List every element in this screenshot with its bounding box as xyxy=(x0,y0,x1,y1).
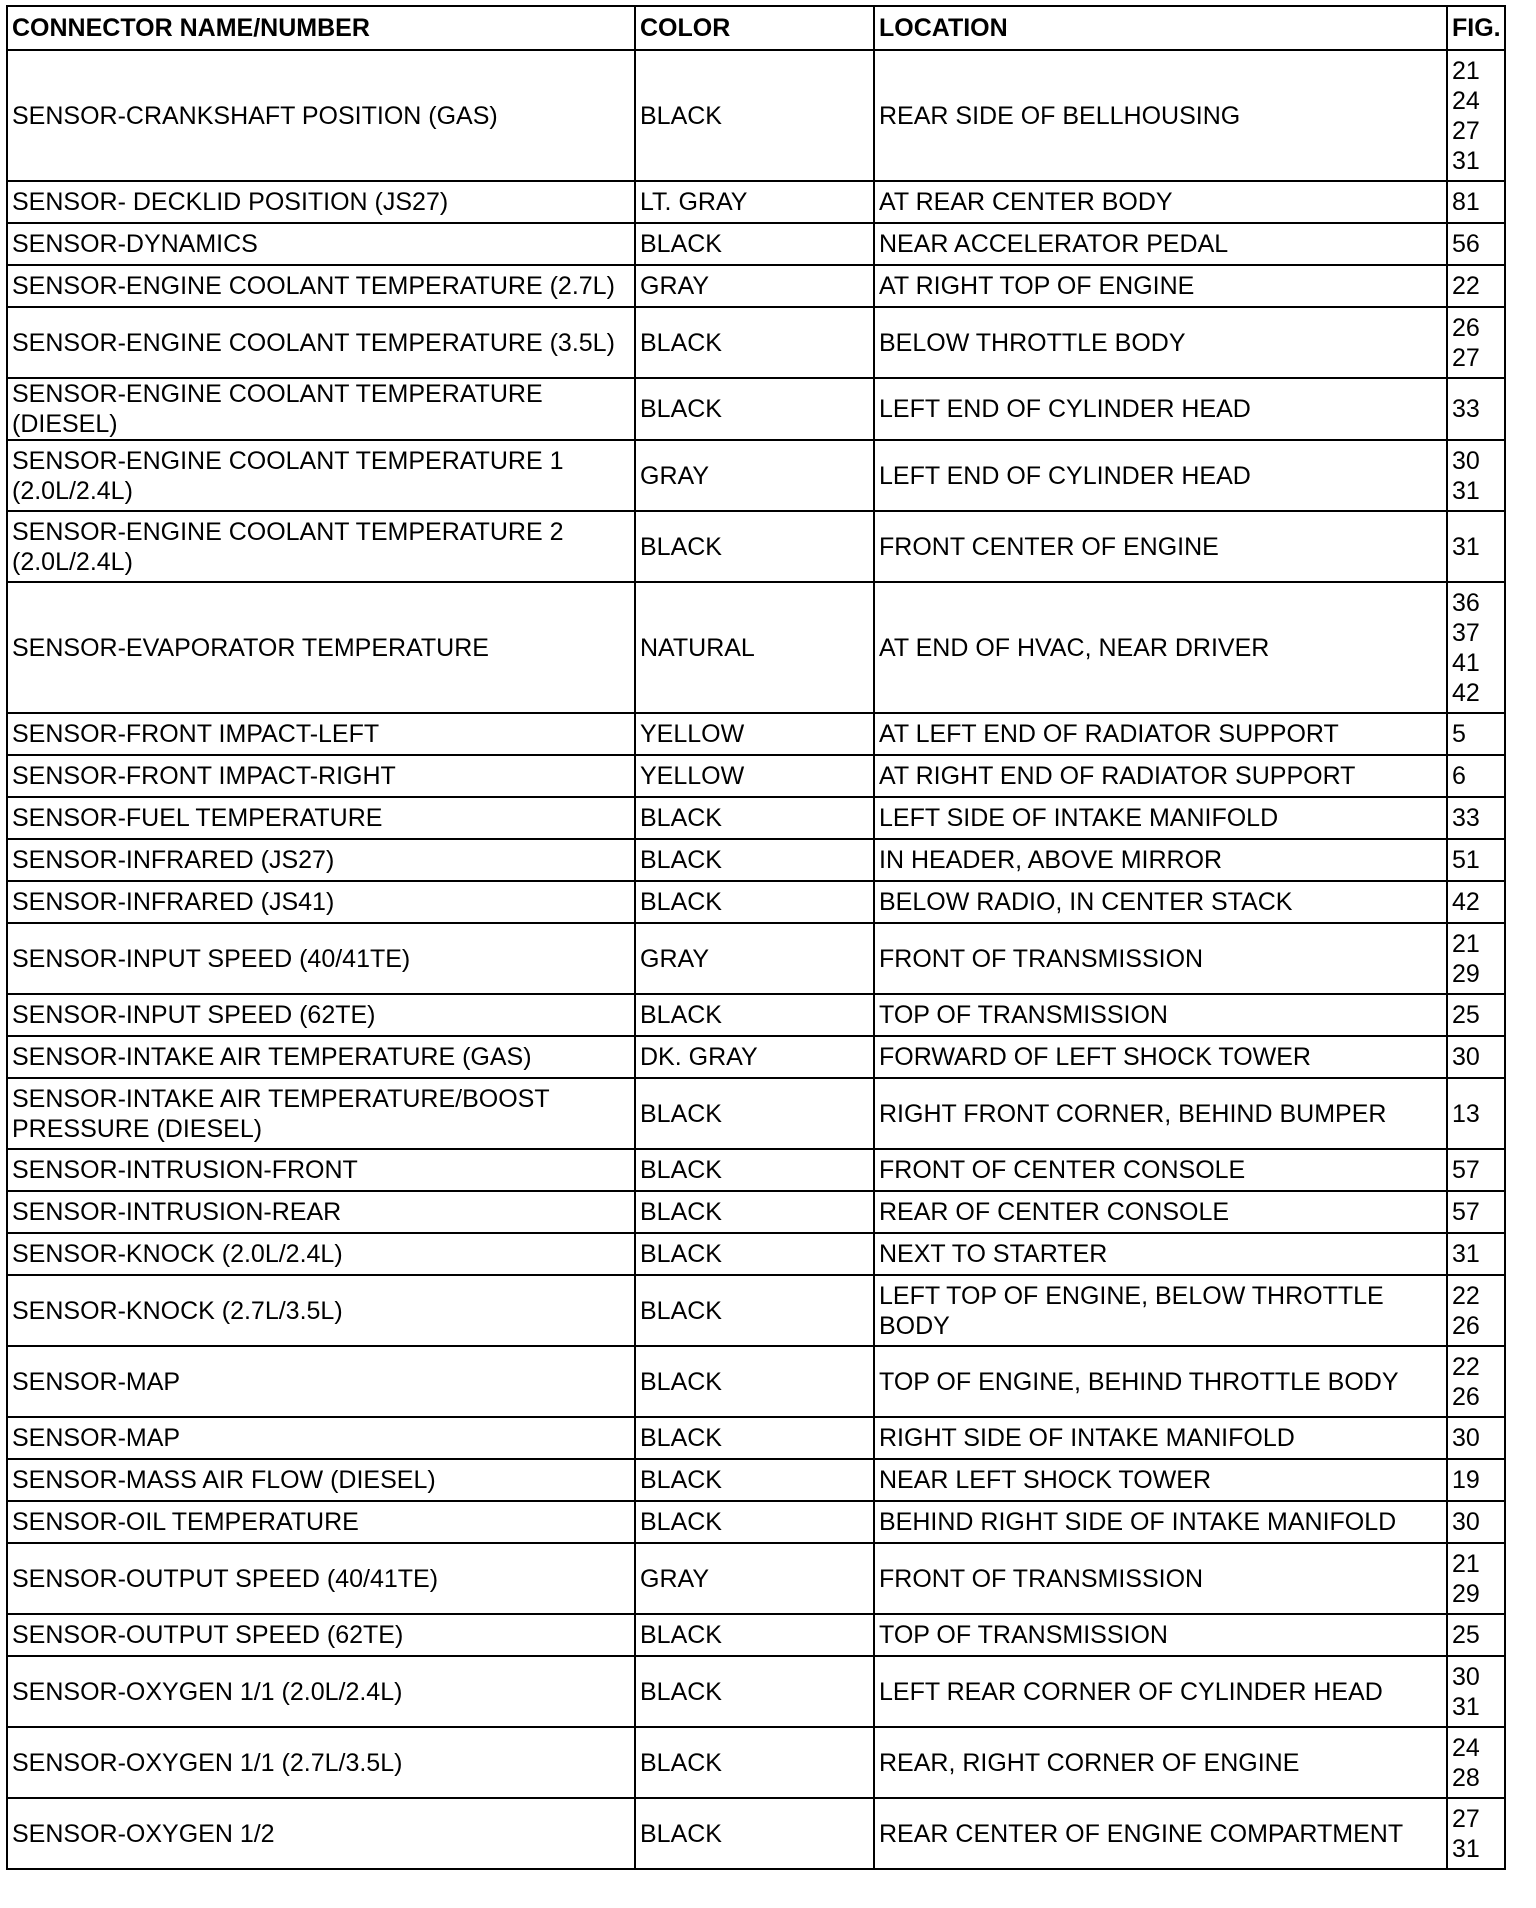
fig-number: 25 xyxy=(1452,1621,1480,1649)
color-cell: BLACK xyxy=(635,839,874,881)
fig-number: 31 xyxy=(1452,1692,1480,1721)
fig-cell xyxy=(1447,881,1505,923)
color-cell: BLACK xyxy=(635,1798,874,1869)
fig-number: 19 xyxy=(1452,1466,1480,1494)
table-row xyxy=(7,1459,1505,1501)
fig-number: 21 xyxy=(1452,1549,1480,1578)
color-cell: LT. GRAY xyxy=(635,181,874,223)
fig-number: 22 xyxy=(1452,272,1480,300)
fig-number: 13 xyxy=(1452,1099,1480,1128)
fig-cell xyxy=(1447,1191,1505,1233)
location-cell: REAR, RIGHT CORNER OF ENGINE xyxy=(874,1727,1447,1798)
table-row xyxy=(7,839,1505,881)
location-cell: LEFT END OF CYLINDER HEAD xyxy=(874,440,1447,511)
fig-cell xyxy=(1447,839,1505,881)
table-row xyxy=(7,1149,1505,1191)
color-cell: BLACK xyxy=(635,1459,874,1501)
connector-name-cell: SENSOR-KNOCK (2.7L/3.5L) xyxy=(7,1275,635,1346)
table-row xyxy=(7,1501,1505,1543)
fig-number: 31 xyxy=(1452,1834,1480,1863)
table-row xyxy=(7,1275,1505,1346)
table-row xyxy=(7,307,1505,378)
table-row xyxy=(7,582,1505,713)
fig-cell xyxy=(1447,378,1505,440)
fig-cell xyxy=(1447,1346,1505,1417)
connector-name-cell: SENSOR-INTRUSION-REAR xyxy=(7,1191,635,1233)
connector-name-cell: SENSOR-CRANKSHAFT POSITION (GAS) xyxy=(7,50,635,181)
fig-number: 29 xyxy=(1452,959,1480,988)
fig-number: 31 xyxy=(1452,476,1480,505)
location-cell: AT REAR CENTER BODY xyxy=(874,181,1447,223)
connector-name-cell: SENSOR-INFRARED (JS27) xyxy=(7,839,635,881)
fig-number: 33 xyxy=(1452,395,1480,423)
connector-name-cell: SENSOR-FRONT IMPACT-LEFT xyxy=(7,713,635,755)
location-cell: LEFT END OF CYLINDER HEAD xyxy=(874,378,1447,440)
fig-number: 30 xyxy=(1452,1043,1480,1071)
location-cell: REAR OF CENTER CONSOLE xyxy=(874,1191,1447,1233)
connector-name-cell: SENSOR-INPUT SPEED (40/41TE) xyxy=(7,923,635,994)
fig-cell xyxy=(1447,265,1505,307)
fig-cell xyxy=(1447,223,1505,265)
location-cell: FORWARD OF LEFT SHOCK TOWER xyxy=(874,1036,1447,1078)
fig-number: 30 xyxy=(1452,1508,1480,1536)
location-cell: AT RIGHT TOP OF ENGINE xyxy=(874,265,1447,307)
location-cell: TOP OF TRANSMISSION xyxy=(874,1614,1447,1656)
connector-name-cell: SENSOR-DYNAMICS xyxy=(7,223,635,265)
table-row xyxy=(7,223,1505,265)
table-row xyxy=(7,994,1505,1036)
fig-number: 24 xyxy=(1452,1733,1480,1762)
table-row xyxy=(7,881,1505,923)
fig-number: 30 xyxy=(1452,1662,1480,1691)
color-cell: BLACK xyxy=(635,1656,874,1727)
connector-name-cell: SENSOR-MAP xyxy=(7,1346,635,1417)
location-cell: BELOW THROTTLE BODY xyxy=(874,307,1447,378)
fig-number: 30 xyxy=(1452,1424,1480,1452)
fig-cell xyxy=(1447,1727,1505,1798)
connector-name-cell: SENSOR-INTRUSION-FRONT xyxy=(7,1149,635,1191)
connector-name-cell: SENSOR-OXYGEN 1/2 xyxy=(7,1798,635,1869)
fig-cell xyxy=(1447,440,1505,511)
location-cell: RIGHT FRONT CORNER, BEHIND BUMPER xyxy=(874,1078,1447,1149)
table-row xyxy=(7,1417,1505,1459)
fig-number: 81 xyxy=(1452,188,1480,216)
fig-cell xyxy=(1447,755,1505,797)
fig-number: 5 xyxy=(1452,720,1466,748)
fig-number: 57 xyxy=(1452,1156,1480,1184)
connector-name-cell: SENSOR-OXYGEN 1/1 (2.0L/2.4L) xyxy=(7,1656,635,1727)
connector-name-cell: SENSOR-ENGINE COOLANT TEMPERATURE (DIESEL) xyxy=(7,378,635,440)
color-cell: GRAY xyxy=(635,1543,874,1614)
connector-name-cell: SENSOR-OIL TEMPERATURE xyxy=(7,1501,635,1543)
location-cell: LEFT REAR CORNER OF CYLINDER HEAD xyxy=(874,1656,1447,1727)
connector-name-cell: SENSOR-OUTPUT SPEED (62TE) xyxy=(7,1614,635,1656)
table-row xyxy=(7,1614,1505,1656)
connector-name-cell: SENSOR-MASS AIR FLOW (DIESEL) xyxy=(7,1459,635,1501)
fig-number: 27 xyxy=(1452,116,1480,145)
color-cell: BLACK xyxy=(635,1233,874,1275)
connector-name-cell: SENSOR-ENGINE COOLANT TEMPERATURE 1 (2.0L/2.4L) xyxy=(7,440,635,511)
fig-cell xyxy=(1447,1149,1505,1191)
header-connector-name: CONNECTOR NAME/NUMBER xyxy=(7,6,635,50)
color-cell: GRAY xyxy=(635,265,874,307)
location-cell: FRONT OF TRANSMISSION xyxy=(874,1543,1447,1614)
fig-cell xyxy=(1447,511,1505,582)
color-cell: BLACK xyxy=(635,1149,874,1191)
connector-location-table xyxy=(6,5,1506,1870)
connector-name-cell: SENSOR-INTAKE AIR TEMPERATURE/BOOST PRESSURE (DIESEL) xyxy=(7,1078,635,1149)
fig-cell xyxy=(1447,1417,1505,1459)
location-cell: NEAR ACCELERATOR PEDAL xyxy=(874,223,1447,265)
location-cell: REAR SIDE OF BELLHOUSING xyxy=(874,50,1447,181)
color-cell: BLACK xyxy=(635,1727,874,1798)
fig-cell xyxy=(1447,1036,1505,1078)
fig-number: 6 xyxy=(1452,762,1466,790)
fig-number: 33 xyxy=(1452,804,1480,832)
color-cell: BLACK xyxy=(635,307,874,378)
fig-number: 29 xyxy=(1452,1579,1480,1608)
table-row xyxy=(7,797,1505,839)
location-cell: TOP OF TRANSMISSION xyxy=(874,994,1447,1036)
location-cell: FRONT OF CENTER CONSOLE xyxy=(874,1149,1447,1191)
header-location: LOCATION xyxy=(874,6,1447,50)
fig-number: 31 xyxy=(1452,146,1480,175)
location-cell: FRONT CENTER OF ENGINE xyxy=(874,511,1447,582)
table-body xyxy=(7,50,1505,1869)
fig-number: 36 xyxy=(1452,588,1480,617)
color-cell: BLACK xyxy=(635,797,874,839)
location-cell: AT LEFT END OF RADIATOR SUPPORT xyxy=(874,713,1447,755)
color-cell: BLACK xyxy=(635,511,874,582)
color-cell: BLACK xyxy=(635,1346,874,1417)
color-cell: BLACK xyxy=(635,1078,874,1149)
fig-number: 25 xyxy=(1452,1001,1480,1029)
location-cell: TOP OF ENGINE, BEHIND THROTTLE BODY xyxy=(874,1346,1447,1417)
color-cell: BLACK xyxy=(635,1191,874,1233)
header-fig: FIG. xyxy=(1447,6,1505,50)
fig-cell xyxy=(1447,994,1505,1036)
table-row xyxy=(7,1656,1505,1727)
color-cell: BLACK xyxy=(635,1417,874,1459)
color-cell: DK. GRAY xyxy=(635,1036,874,1078)
connector-name-cell: SENSOR-FRONT IMPACT-RIGHT xyxy=(7,755,635,797)
location-cell: BELOW RADIO, IN CENTER STACK xyxy=(874,881,1447,923)
fig-cell xyxy=(1447,1275,1505,1346)
table-row xyxy=(7,1078,1505,1149)
color-cell: GRAY xyxy=(635,440,874,511)
color-cell: GRAY xyxy=(635,923,874,994)
fig-number: 26 xyxy=(1452,1311,1480,1340)
color-cell: BLACK xyxy=(635,378,874,440)
fig-cell xyxy=(1447,1543,1505,1614)
fig-cell xyxy=(1447,50,1505,181)
connector-name-cell: SENSOR-INTAKE AIR TEMPERATURE (GAS) xyxy=(7,1036,635,1078)
location-cell: AT RIGHT END OF RADIATOR SUPPORT xyxy=(874,755,1447,797)
fig-cell xyxy=(1447,1078,1505,1149)
fig-number: 28 xyxy=(1452,1763,1480,1792)
color-cell: NATURAL xyxy=(635,582,874,713)
table-row xyxy=(7,1346,1505,1417)
color-cell: YELLOW xyxy=(635,713,874,755)
table-row xyxy=(7,923,1505,994)
fig-number: 31 xyxy=(1452,1240,1480,1268)
fig-number: 26 xyxy=(1452,1382,1480,1411)
table-row xyxy=(7,1233,1505,1275)
fig-number: 21 xyxy=(1452,929,1480,958)
fig-number: 31 xyxy=(1452,532,1480,561)
connector-name-cell: SENSOR-INPUT SPEED (62TE) xyxy=(7,994,635,1036)
fig-number: 56 xyxy=(1452,230,1480,258)
location-cell: FRONT OF TRANSMISSION xyxy=(874,923,1447,994)
table-row xyxy=(7,265,1505,307)
connector-name-cell: SENSOR-EVAPORATOR TEMPERATURE xyxy=(7,582,635,713)
connector-name-cell: SENSOR-ENGINE COOLANT TEMPERATURE (3.5L) xyxy=(7,307,635,378)
connector-name-cell: SENSOR- DECKLID POSITION (JS27) xyxy=(7,181,635,223)
connector-name-cell: SENSOR-FUEL TEMPERATURE xyxy=(7,797,635,839)
location-cell: BEHIND RIGHT SIDE OF INTAKE MANIFOLD xyxy=(874,1501,1447,1543)
table-row xyxy=(7,1036,1505,1078)
table-row xyxy=(7,713,1505,755)
fig-number: 42 xyxy=(1452,678,1480,707)
color-cell: BLACK xyxy=(635,50,874,181)
fig-number: 57 xyxy=(1452,1198,1480,1226)
fig-number: 21 xyxy=(1452,56,1480,85)
location-cell: LEFT TOP OF ENGINE, BELOW THROTTLE BODY xyxy=(874,1275,1447,1346)
location-cell: RIGHT SIDE OF INTAKE MANIFOLD xyxy=(874,1417,1447,1459)
table-row xyxy=(7,1798,1505,1869)
fig-number: 27 xyxy=(1452,343,1480,372)
table-row xyxy=(7,440,1505,511)
fig-cell xyxy=(1447,1614,1505,1656)
fig-cell xyxy=(1447,181,1505,223)
table-row xyxy=(7,1191,1505,1233)
color-cell: BLACK xyxy=(635,994,874,1036)
table-row xyxy=(7,50,1505,181)
connector-name-cell: SENSOR-OUTPUT SPEED (40/41TE) xyxy=(7,1543,635,1614)
fig-number: 22 xyxy=(1452,1281,1480,1310)
fig-cell xyxy=(1447,1459,1505,1501)
table-row xyxy=(7,378,1505,440)
fig-number: 24 xyxy=(1452,86,1480,115)
fig-number: 51 xyxy=(1452,846,1480,874)
fig-number: 42 xyxy=(1452,888,1480,916)
connector-name-cell: SENSOR-MAP xyxy=(7,1417,635,1459)
location-cell: LEFT SIDE OF INTAKE MANIFOLD xyxy=(874,797,1447,839)
location-cell: NEXT TO STARTER xyxy=(874,1233,1447,1275)
fig-number: 27 xyxy=(1452,1804,1480,1833)
location-cell: AT END OF HVAC, NEAR DRIVER xyxy=(874,582,1447,713)
header-color: COLOR xyxy=(635,6,874,50)
connector-name-cell: SENSOR-KNOCK (2.0L/2.4L) xyxy=(7,1233,635,1275)
location-cell: NEAR LEFT SHOCK TOWER xyxy=(874,1459,1447,1501)
connector-name-cell: SENSOR-ENGINE COOLANT TEMPERATURE (2.7L) xyxy=(7,265,635,307)
fig-cell xyxy=(1447,307,1505,378)
table-header-row xyxy=(7,6,1505,50)
color-cell: BLACK xyxy=(635,881,874,923)
fig-cell xyxy=(1447,713,1505,755)
fig-number: 41 xyxy=(1452,648,1480,677)
table-row xyxy=(7,511,1505,582)
fig-number: 26 xyxy=(1452,313,1480,342)
table-row xyxy=(7,1543,1505,1614)
location-cell: REAR CENTER OF ENGINE COMPARTMENT xyxy=(874,1798,1447,1869)
fig-number: 22 xyxy=(1452,1352,1480,1381)
connector-name-cell: SENSOR-ENGINE COOLANT TEMPERATURE 2 (2.0L/2.4L) xyxy=(7,511,635,582)
color-cell: BLACK xyxy=(635,1614,874,1656)
fig-cell xyxy=(1447,1501,1505,1543)
color-cell: BLACK xyxy=(635,1501,874,1543)
table-row xyxy=(7,755,1505,797)
fig-cell xyxy=(1447,923,1505,994)
connector-name-cell: SENSOR-INFRARED (JS41) xyxy=(7,881,635,923)
location-cell: IN HEADER, ABOVE MIRROR xyxy=(874,839,1447,881)
fig-cell xyxy=(1447,1656,1505,1727)
color-cell: YELLOW xyxy=(635,755,874,797)
fig-cell xyxy=(1447,582,1505,713)
fig-number: 37 xyxy=(1452,618,1480,647)
fig-number: 30 xyxy=(1452,446,1480,475)
table-row xyxy=(7,181,1505,223)
connector-name-cell: SENSOR-OXYGEN 1/1 (2.7L/3.5L) xyxy=(7,1727,635,1798)
color-cell: BLACK xyxy=(635,223,874,265)
fig-cell xyxy=(1447,797,1505,839)
fig-cell xyxy=(1447,1233,1505,1275)
table-row xyxy=(7,1727,1505,1798)
color-cell: BLACK xyxy=(635,1275,874,1346)
fig-cell xyxy=(1447,1798,1505,1869)
